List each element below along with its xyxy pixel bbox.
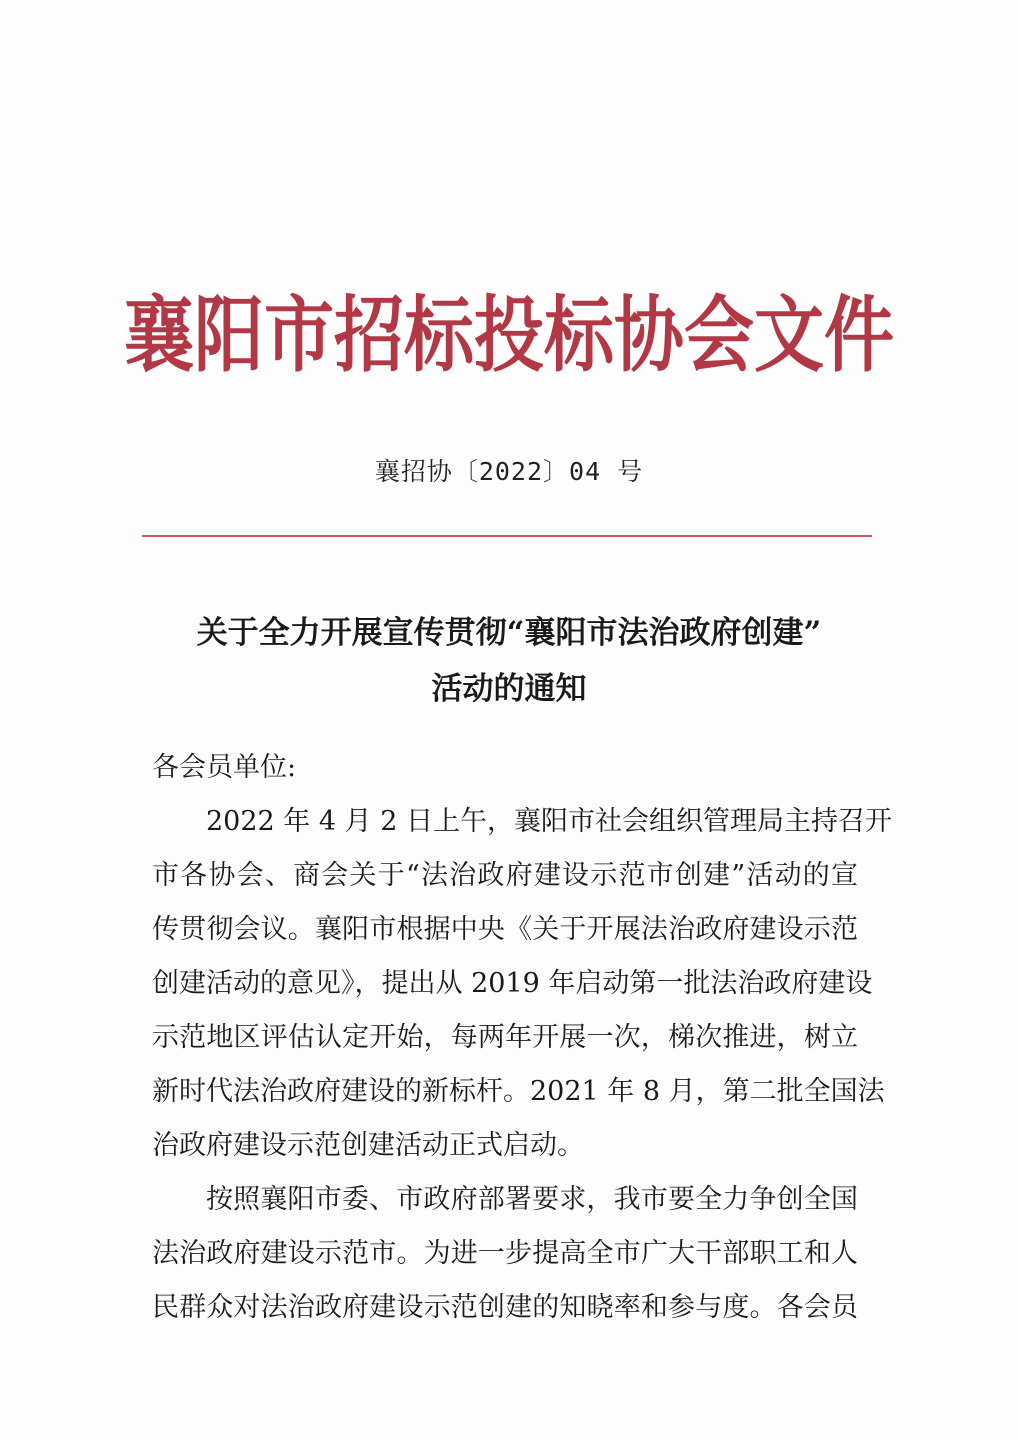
paragraph-1-line: 2022 年 4 月 2 日上午，襄阳市社会组织管理局主持召开 — [206, 806, 892, 837]
paragraph-1-line: 示范地区评估认定开始，每两年开展一次，梯次推进，树立 — [152, 1022, 858, 1053]
document-header-title: 襄阳市招标投标协会文件 — [124, 285, 894, 384]
paragraph-2-line: 按照襄阳市委、市政府部署要求，我市要全力争创全国 — [206, 1184, 858, 1215]
paragraph-1-line: 创建活动的意见》，提出从 2019 年启动第一批法治政府建设 — [152, 968, 873, 999]
header-divider — [142, 535, 872, 537]
notice-title-line-2: 活动的通知 — [431, 671, 587, 707]
paragraph-1-line: 市各协会、商会关于“法治政府建设示范市创建”活动的宣 — [152, 860, 858, 891]
paragraph-1-line: 治政府建设示范创建活动正式启动。 — [152, 1130, 584, 1161]
paragraph-1-line: 传贯彻会议。襄阳市根据中央《关于开展法治政府建设示范 — [152, 914, 858, 945]
paragraph-2-line: 民群众对法治政府建设示范创建的知晓率和参与度。各会员 — [152, 1292, 858, 1323]
document-number: 襄招协〔2022〕04 号 — [374, 457, 644, 486]
paragraph-2-line: 法治政府建设示范市。为进一步提高全市广大干部职工和人 — [152, 1238, 858, 1269]
salutation: 各会员单位: — [152, 752, 297, 783]
paragraph-1-line: 新时代法治政府建设的新标杆。2021 年 8 月，第二批全国法 — [152, 1076, 885, 1107]
notice-title-line-1: 关于全力开展宣传贯彻“襄阳市法治政府创建” — [196, 615, 822, 651]
